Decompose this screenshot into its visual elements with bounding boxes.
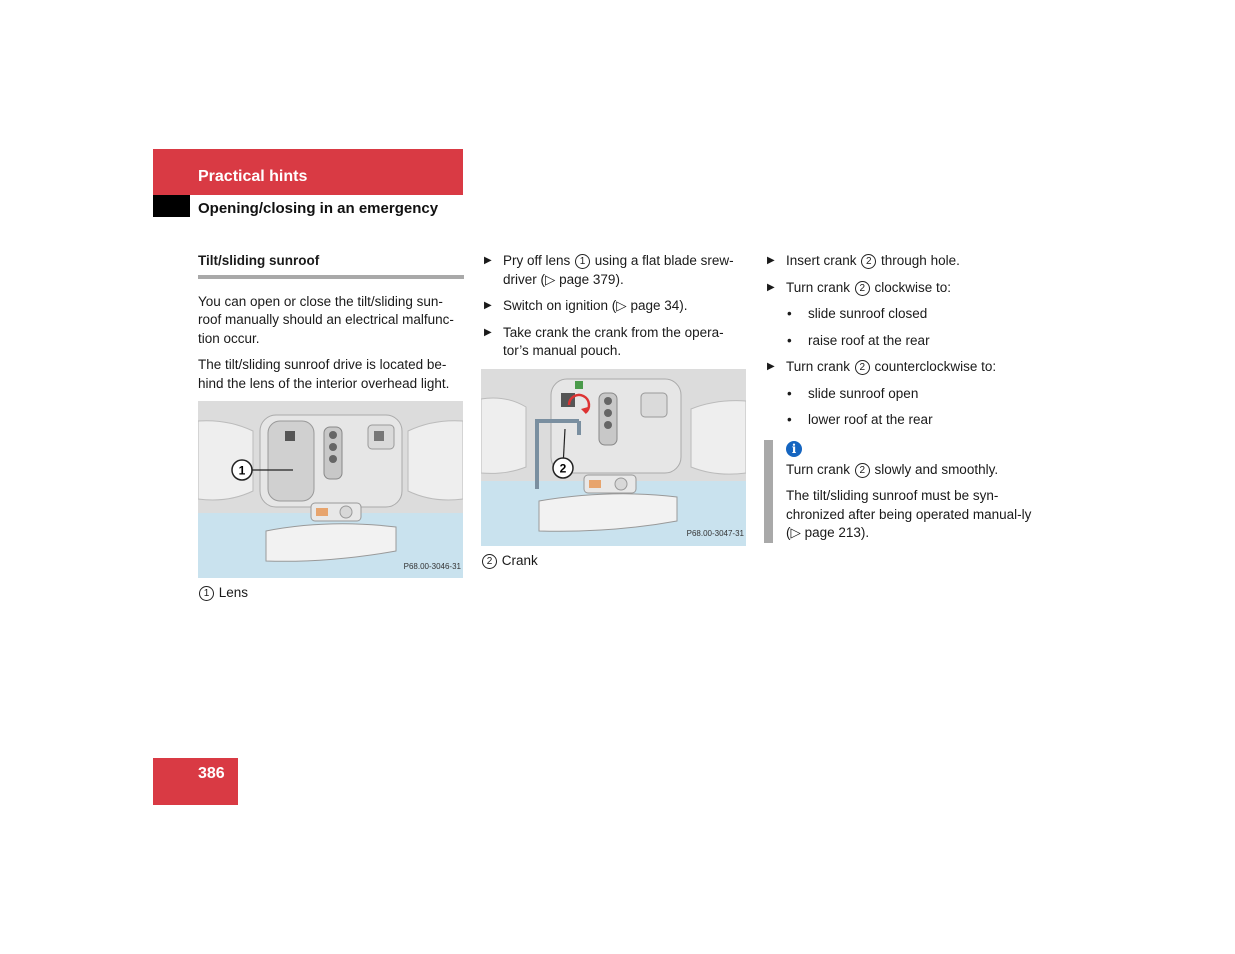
step-text: clockwise to: (870, 279, 952, 295)
info-text-sync: The tilt/sliding sunroof must be syn-chronized after being operated manual-ly (▷ page 213). (786, 488, 1032, 540)
callout-number: 2 (482, 554, 497, 569)
step-text: Turn crank (786, 279, 854, 295)
figure-caption (198, 584, 464, 603)
bullet-icon: • (787, 412, 792, 427)
step-text: Insert crank (786, 253, 861, 268)
step-pry-lens (481, 252, 746, 289)
step-text: through hole. (877, 253, 960, 268)
step-arrow-icon: ▶ (767, 281, 775, 293)
step-text: counterclockwise to: (870, 359, 997, 374)
caption-text: Lens (218, 585, 249, 600)
page-number-box (153, 758, 238, 805)
step-arrow-icon: ▶ (484, 326, 492, 338)
list-item (764, 305, 1034, 324)
bullet-icon: • (787, 385, 792, 401)
step-insert-crank (764, 252, 1034, 271)
step-text: using a flat blade srew-driver (▷ page 379). (503, 253, 734, 287)
step-take-crank (481, 324, 746, 361)
callout-number: 2 (861, 254, 876, 269)
section-marker (153, 195, 190, 217)
step-arrow-icon: ▶ (484, 300, 492, 311)
column-1 (198, 252, 464, 603)
step-turn-clockwise (764, 279, 1034, 298)
callout-number: 2 (855, 360, 870, 375)
intro-paragraph: You can open or close the tilt/sliding sun-roof manually should an electrical malfunc-tion occur. (198, 293, 454, 346)
list-item (764, 385, 1034, 404)
info-text-part: slowly and smoothly. (870, 461, 999, 477)
callout-number: 1 (199, 586, 214, 601)
bullet-icon: • (787, 306, 792, 321)
step-text: Take crank the crank from the opera-tor’s manual pouch. (503, 324, 724, 358)
bullet-icon: • (787, 332, 792, 348)
column-2 (481, 252, 746, 570)
bullet-text: raise roof at the rear (808, 332, 930, 348)
page-number: 386 (198, 765, 225, 782)
bullet-text: slide sunroof closed (808, 306, 928, 321)
topic-heading: Tilt/sliding sunroof (198, 252, 464, 279)
figure-code: P68.00-3046-31 (403, 561, 461, 571)
crank-illustration (481, 369, 746, 546)
caption-text: Crank (501, 552, 538, 568)
info-box (764, 440, 1034, 543)
step-arrow-icon: ▶ (767, 361, 775, 372)
figure-code: P68.00-3047-31 (686, 529, 744, 538)
figure-caption (481, 552, 746, 571)
bullet-text: slide sunroof open (808, 385, 919, 401)
list-item (764, 411, 1034, 430)
step-arrow-icon: ▶ (484, 255, 492, 266)
step-ignition (481, 297, 746, 316)
list-item (764, 332, 1034, 351)
svg-text:1: 1 (238, 463, 246, 478)
info-icon: i (786, 441, 802, 457)
step-text: Turn crank (786, 359, 854, 374)
overhead-console-illustration (198, 401, 463, 578)
callout-number: 2 (855, 463, 870, 478)
info-text (786, 461, 1034, 480)
location-paragraph: The tilt/sliding sunroof drive is located be-hind the lens of the interior overhead light. (198, 357, 450, 391)
overhead-light-figure (198, 401, 463, 578)
info-text-part: Turn crank (786, 461, 854, 477)
svg-text:2: 2 (559, 461, 567, 475)
step-text: Pry off lens (503, 253, 575, 268)
step-turn-counterclockwise (764, 358, 1034, 377)
column-3 (764, 252, 1034, 543)
callout-number: 2 (855, 281, 870, 296)
subsection-title: Opening/closing in an emergency (198, 200, 439, 217)
step-text: Switch on ignition (▷ page 34). (503, 298, 688, 313)
crank-figure (481, 369, 746, 546)
bullet-text: lower roof at the rear (808, 412, 933, 427)
section-title: Practical hints (198, 168, 308, 185)
callout-number: 1 (575, 254, 590, 269)
step-arrow-icon: ▶ (767, 255, 775, 266)
